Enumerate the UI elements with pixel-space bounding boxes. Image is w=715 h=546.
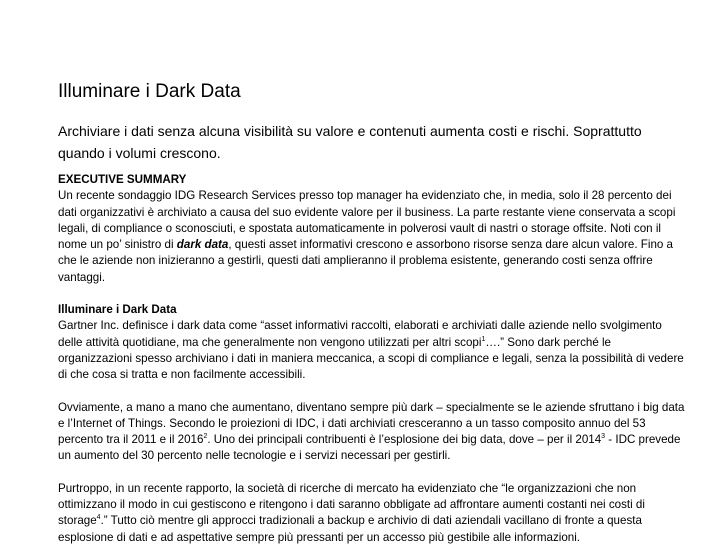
- document-title: Illuminare i Dark Data: [58, 81, 241, 102]
- footnote-ref-2: 2: [203, 433, 208, 441]
- executive-summary-heading: EXECUTIVE SUMMARY: [58, 173, 187, 186]
- exec-summary-text-1: Un recente sondaggio IDG Research Services presso top manager ha evidenziato che, in media, solo il 28 percento dei dati organizzativi è archiviato a causa del suo evidente valore per il business. La parte restante viene conservata a scopi legali, di compliance o sconosciuti, e spostata automaticamente in polverosi vault di nastri o storage offsite. Noti con il nome un po’ sinistro di: [58, 189, 676, 252]
- footnote-ref-3: 3: [601, 433, 606, 441]
- paragraph-spacer: [58, 384, 688, 400]
- p2-text-b: . Uno dei principali contribuenti è l’esplosione dei big data, dove – per il 2014: [207, 433, 602, 447]
- footnote-ref-4: 4: [96, 514, 101, 522]
- paragraph-spacer: [58, 465, 688, 481]
- executive-summary-paragraph: [58, 188, 688, 286]
- exec-summary-text-2: , questi asset informativi crescono e assorbono risorse senza dare alcun valore. Fino a che le aziende non inizieranno a gestirli, questi dati amplieranno il problema esistente, generando costi senza offrire vantaggi.: [58, 238, 674, 284]
- p3-text-b: .” Tutto ciò mentre gli approcci tradizionali a backup e archivio di dati aziendali vacillano di fronte a questa esplosione di dati e ad aspettative sempre più pressanti per un accesso più gestibile alle informazioni.: [58, 514, 642, 544]
- p2-text-a: Ovviamente, a mano a mano che aumentano, diventano sempre più dark – specialmente se le aziende sfruttano i big data e l’Internet of Things. Secondo le proiezioni di IDC, i dati archiviati cresceranno a un tasso composito annuo del 53 percento tra il 2011 e il 2016: [58, 400, 685, 447]
- section-heading: Illuminare i Dark Data: [58, 303, 177, 317]
- section-paragraph-2: [58, 400, 688, 465]
- footnote-ref-1: 1: [481, 335, 486, 343]
- paragraph-spacer: [58, 286, 688, 302]
- p1-text-b: ….” Sono dark perché le organizzazioni spesso archiviano i dati in maniera meccanica, a scopi di compliance e legali, senza la possibilità di vedere di che cosa si tratta e non facilmente accessibili.: [58, 335, 684, 382]
- section-paragraph-1: [58, 318, 688, 383]
- p1-text-a: Gartner Inc. definisce i dark data come “asset informativi raccolti, elaborati e archiviati dalle aziende nello svolgimento delle attività quotidiane, ma che generalmente non vengono utilizzati per altri scopi: [58, 319, 662, 349]
- document-subtitle: Archiviare i dati senza alcuna visibilità su valore e contenuti aumenta costi e rischi. Soprattutto quando i volumi crescono.: [58, 123, 642, 161]
- document-body: [58, 172, 688, 546]
- p3-text-a: Purtroppo, in un recente rapporto, la società di ricerche di mercato ha evidenziato che “le organizzazioni che non ottimizzano il modo in cui gestiscono e ritengono i dati saranno obbligate ad affrontare aumenti costanti nei costi di storage: [58, 481, 645, 528]
- section-paragraph-3: [58, 481, 688, 546]
- dark-data-emphasis: dark data: [176, 238, 229, 252]
- p2-text-c: - IDC prevede un aumento del 30 percento nelle tecnologie e i servizi necessari per gestirli.: [58, 433, 681, 463]
